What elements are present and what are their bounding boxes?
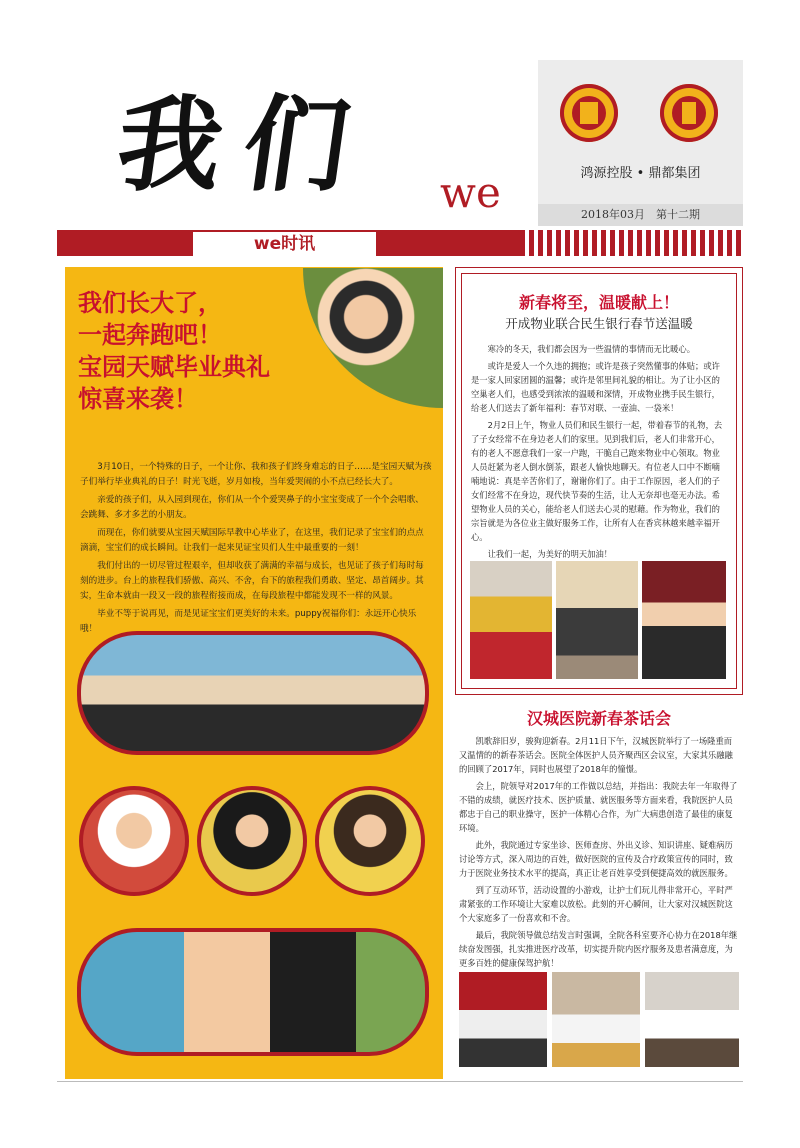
visit-photo bbox=[556, 561, 638, 679]
paragraph: 会上，院领导对2017年的工作做以总结，并指出：我院去年一年取得了不错的成绩，就医疗技术、医护质量、就医服务等方面来看，我院医护人员都忠于自己的职业操守，医护一体精心合作，为广大病患创造了最佳的康复环境。 bbox=[459, 781, 738, 833]
child-photo bbox=[315, 786, 425, 896]
paragraph: 而现在，你们就要从宝园天赋国际早教中心毕业了，在这里，我们记录了宝宝们的点点滴滴，宝宝们的成长瞬间。让我们一起来见证宝贝们人生中最重要的一刻！ bbox=[80, 528, 424, 553]
paragraph: 我们付出的一切尽管过程艰辛，但却收获了满满的幸福与成长，也见证了孩子们每时每刻的进步。台上的旅程我们骄傲、高兴、不舍，台下的旅程我们勇敢、坚定、昂首阔步。其实，生命本就由一段又一段的旅程衔接而成，在每段旅程中都能发现不一样的风景。 bbox=[80, 561, 424, 601]
brand-box bbox=[538, 60, 743, 206]
headline-line: 宝园天赋毕业典礼 bbox=[78, 353, 270, 381]
paragraph: 3月10日，一个特殊的日子，一个让你、我和孩子们终身难忘的日子……是宝园天赋为孩子们举行毕业典礼的日子！时光飞逝，岁月如梭，当年爱哭闹的小不点已经长大了。 bbox=[80, 462, 432, 487]
headline-line: 我们长大了， bbox=[78, 289, 222, 317]
child-photo bbox=[79, 786, 189, 896]
bottom-rule bbox=[57, 1081, 743, 1082]
left-article bbox=[80, 460, 432, 640]
dingdu-logo-icon bbox=[660, 84, 718, 142]
paragraph: 凯歌辞旧岁，骏狗迎新春。2月11日下午，汉城医院举行了一场隆重而又温情的的新春茶话会。医院全体医护人员齐聚西区会议室，大家其乐融融的回顾了2017年，同时也展望了2018年的憧憬。 bbox=[459, 736, 733, 774]
activity-photo bbox=[645, 972, 739, 1067]
left-headline bbox=[78, 287, 348, 415]
gift-photo bbox=[470, 561, 552, 679]
photo-strip bbox=[459, 972, 739, 1067]
headline-line: 惊喜来袭！ bbox=[78, 385, 198, 413]
paragraph: 到了互动环节，活动设置的小游戏，让护士们玩儿得非常开心，平时严肃紧张的工作环境让大家难以放松。此刻的开心瞬间，让大家对汉城医院这个大家庭多了一份喜欢和不舍。 bbox=[459, 885, 733, 923]
article-title: 新春将至，温暖献上！ bbox=[518, 293, 679, 312]
article-body bbox=[459, 734, 739, 973]
paragraph: 毕业不等于说再见，而是见证宝宝们更美好的未来。puppy祝福你们：永远开心快乐哦！ bbox=[80, 609, 417, 634]
family-photo bbox=[77, 928, 429, 1056]
section-tab: we时讯 bbox=[193, 232, 376, 256]
paragraph: 亲爱的孩子们，从入园到现在，你们从一个个爱哭鼻子的小宝宝变成了一个个会唱歌、会跳舞、多才多艺的小朋友。 bbox=[80, 495, 424, 520]
paragraph: 最后，我院领导做总结发言时强调，全院各科室要齐心协力在2018年继续奋发图强，扎实推进医疗改革，切实提升院内医疗服务及患者满意度，为更多百姓的健康保驾护航！ bbox=[459, 930, 738, 968]
elderly-photo bbox=[642, 561, 726, 679]
article-title: 汉城医院新春茶话会 bbox=[526, 709, 671, 728]
child-photo bbox=[197, 786, 307, 896]
hongyuan-logo-icon bbox=[560, 84, 618, 142]
paragraph: 此外，我院通过专家坐诊、医师查房、外出义诊、知识讲座、疑难病历讨论等方式，深入周边的百姓，做好医院的宣传及合疗政策宣传的同时，致力于医院业务技术水平的提高，真正让老百姓享受到便捷高效的就医服务。 bbox=[459, 840, 733, 878]
nurses-photo bbox=[552, 972, 640, 1067]
headline-line: 一起奔跑吧！ bbox=[78, 321, 222, 349]
paragraph: 或许是爱人一个久违的拥抱；或许是孩子突然懂事的体贴；或许是一家人回家团圆的温馨；或许是邻里间礼貌的相让。为了让小区的空巢老人们，也感受到浓浓的温暖和深情，开成物业携手民生银行，给老人们送去了新年福利：春节对联、一壶油、一袋米！ bbox=[471, 361, 720, 413]
photo-strip bbox=[470, 561, 726, 679]
issue-date: 2018年03月 第十二期 bbox=[538, 204, 743, 226]
group-photo bbox=[77, 631, 429, 755]
section-stripes bbox=[520, 230, 743, 256]
masthead-we: we bbox=[440, 168, 501, 217]
paragraph: 2月2日上午，物业人员们和民生银行一起，带着春节的礼物，去了子女经常不在身边老人们的家里。见到我们后，老人们非常开心，有的老人不愿意我们一家一户跑，干脆自己跑来物业中心领取。物业人员赶紧为老人倒水倒茶，跟老人愉快地聊天。有位老人口中不断喃喃地说：真是辛苦你们了，谢谢你们了。由于工作原因，老人们的子女们经常不在身边，现代快节奏的生活，让人无奈却也毫无办法。希望物业人员的关心，能给老人们送去心灵的慰藉。作为物业，我们的宗旨就是为各位业主做好服务工作，让所有人在香宾林越来越幸福开心。 bbox=[471, 420, 723, 542]
paragraph: 寒冷的冬天，我们都会因为一些温情的事情而无比暖心。 bbox=[487, 344, 696, 354]
article-subtitle: 开成物业联合民生银行春节送温暖 bbox=[505, 316, 693, 331]
brand-name: 鸿源控股 • 鼎都集团 bbox=[580, 166, 701, 181]
paragraph: 让我们一起，为美好的明天加油！ bbox=[487, 549, 613, 559]
article-body bbox=[471, 342, 727, 564]
masthead-title: 我们 bbox=[109, 83, 379, 206]
meeting-photo bbox=[459, 972, 547, 1067]
